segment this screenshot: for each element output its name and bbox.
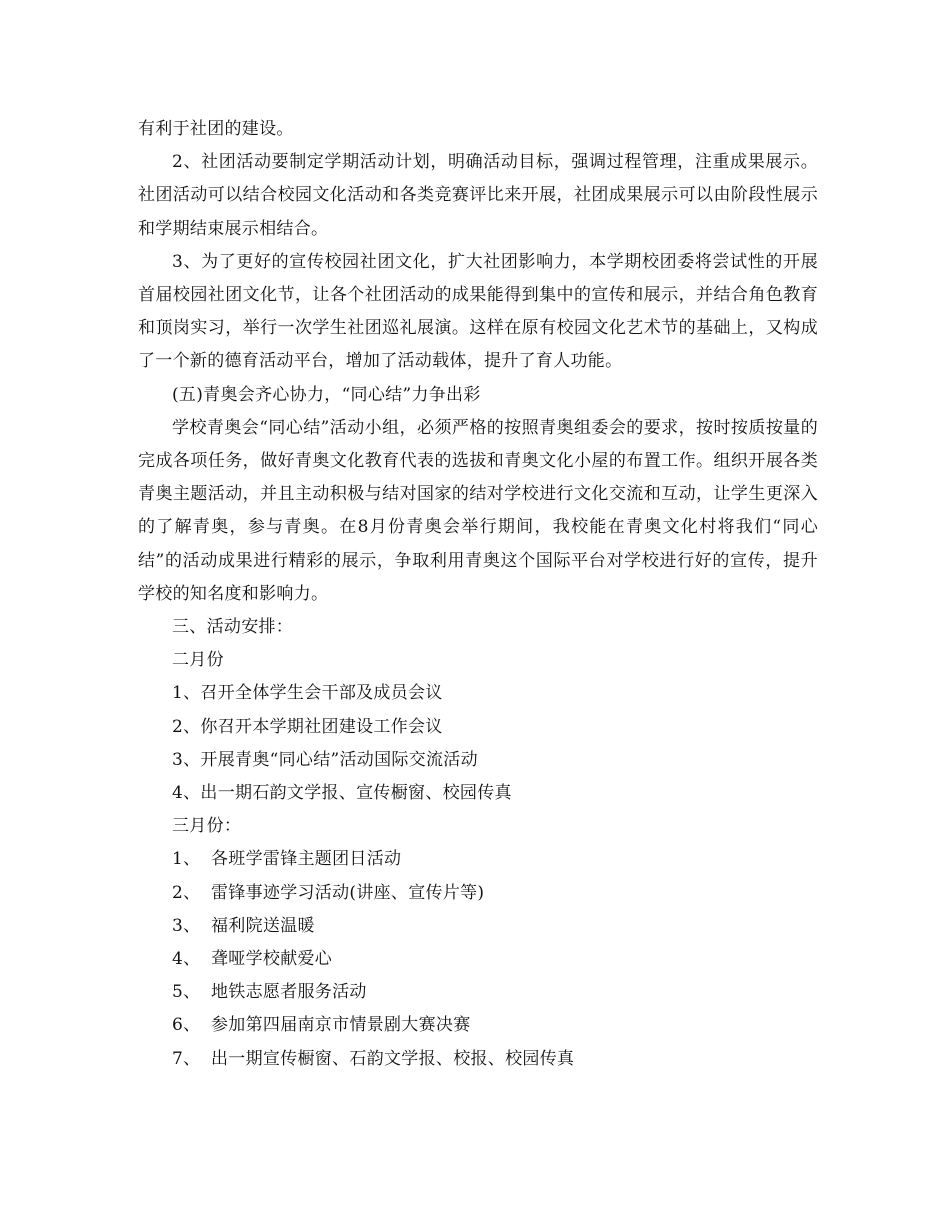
march-item-text: 参加第四届南京市情景剧大赛决赛 [211, 1015, 471, 1036]
march-item-number: 4、 [172, 949, 201, 970]
march-item [138, 910, 818, 943]
march-item [138, 943, 818, 976]
paragraph-youth-olympics: 学校青奥会“同心结”活动小组，必须严格的按照青奥组委会的要求，按时按质按量的完成各项任务，做好青奥文化教育代表的选拔和青奥文化小屋的布置工作。组织开展各类青奥主题活动，并且主动积极与结对国家的结对学校进行文化交流和互动，让学生更深入的了解青奥，参与青奥。在8月份青奥会举行期间，我校能在青奥文化村将我们“同心结”的活动成果进行精彩的展示，争取利用青奥这个国际平台对学校进行好的宣传，提升学校的知名度和影响力。 [138, 417, 818, 604]
march-title: 三月份： [172, 816, 242, 837]
march-item-text: 福利院送温暖 [211, 915, 315, 936]
document-body [138, 113, 818, 1076]
february-item: 1、召开全体学生会干部及成员会议 [172, 683, 443, 704]
march-item [138, 877, 818, 910]
march-item-number: 1、 [172, 849, 201, 870]
march-item [138, 843, 818, 876]
march-item-text: 聋哑学校献爱心 [211, 949, 333, 970]
march-item-number: 3、 [172, 915, 201, 936]
march-item-number: 2、 [172, 882, 201, 903]
march-item-number: 6、 [172, 1015, 201, 1036]
february-item: 2、你召开本学期社团建设工作会议 [172, 716, 443, 737]
february-item: 3、开展青奥“同心结”活动国际交流活动 [172, 749, 478, 770]
march-item [138, 1009, 818, 1042]
march-item-number: 7、 [172, 1048, 201, 1069]
march-item-text: 地铁志愿者服务活动 [211, 982, 367, 1003]
section-heading-5: (五)青奥会齐心协力，“同心结”力争出彩 [172, 384, 481, 405]
march-item-text: 雷锋事迹学习活动(讲座、宣传片等) [211, 882, 485, 903]
paragraph-3-club-culture-festival: 3、为了更好的宣传校园社团文化，扩大社团影响力，本学期校团委将尝试性的开展首届校园社团文化节，让各个社团活动的成果能得到集中的宣传和展示，并结合角色教育和顶岗实习，举行一次学生社团巡礼展演。这样在原有校园文化艺术节的基础上，又构成了一个新的德育活动平台，增加了活动载体，提升了育人功能。 [138, 251, 818, 372]
march-item-number: 5、 [172, 982, 201, 1003]
march-item-text: 各班学雷锋主题团日活动 [211, 849, 402, 870]
february-title: 二月份 [172, 650, 224, 671]
paragraph-continuation: 有利于社团的建设。 [138, 119, 294, 139]
february-item: 4、出一期石韵文学报、宣传橱窗、校园传真 [172, 783, 512, 804]
march-item-text: 出一期宣传橱窗、石韵文学报、校报、校园传真 [211, 1048, 575, 1069]
march-item [138, 1043, 818, 1076]
section-heading-3-schedule: 三、活动安排： [172, 617, 294, 638]
paragraph-2-activity-plan: 2、社团活动要制定学期活动计划，明确活动目标，强调过程管理，注重成果展示。社团活动可以结合校园文化活动和各类竞赛评比来开展，社团成果展示可以由阶段性展示和学期结束展示相结合。 [138, 152, 818, 239]
march-item [138, 976, 818, 1009]
